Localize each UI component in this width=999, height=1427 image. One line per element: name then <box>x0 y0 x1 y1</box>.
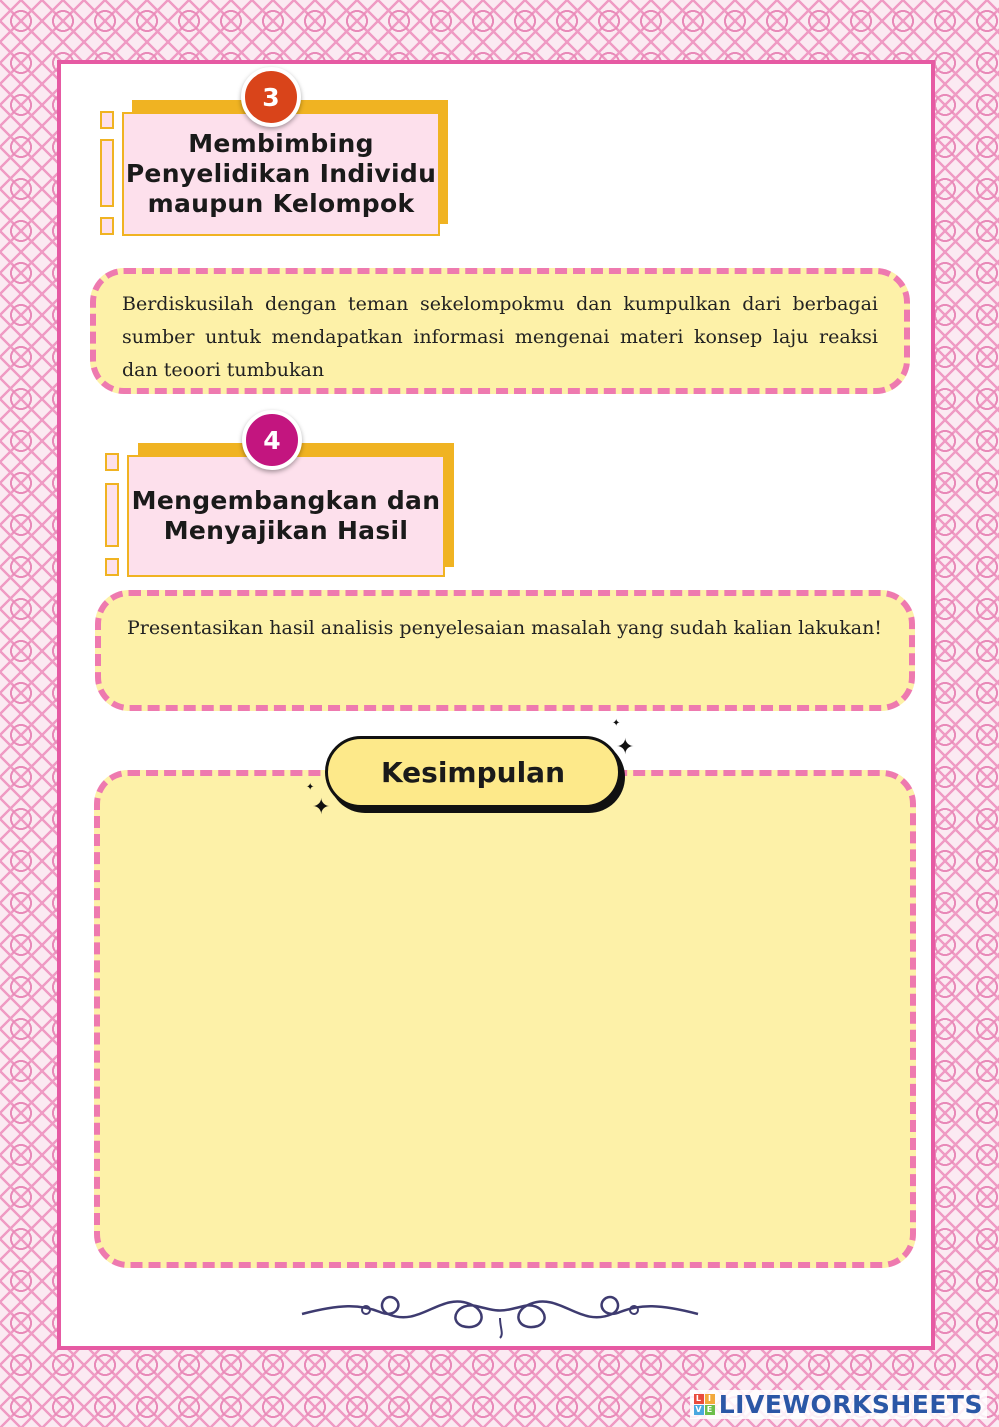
section-3-number: 3 <box>241 67 301 127</box>
section-4-title <box>127 455 445 577</box>
section-4-instruction-box <box>95 590 915 711</box>
liveworksheets-logo <box>690 1390 987 1419</box>
section-3-instruction-box <box>90 268 910 394</box>
sparkle-icon: ✦ <box>312 795 331 820</box>
section-4-title-line2: Menyajikan Hasil <box>163 516 409 545</box>
section-4-number: 4 <box>242 410 302 470</box>
sparkle-icon: ✦ <box>306 782 315 793</box>
sparkle-icon: ✦ <box>612 718 621 729</box>
brand-name: LIVEWORKSHEETS <box>718 1390 983 1419</box>
section-3-instruction: Berdiskusilah dengan teman sekelompokmu dan kumpulkan dari berbagai sumber untuk mendapatkan informasi mengenai materi konsep laju reaksi dan teoori tumbukan <box>122 293 878 381</box>
section-4-title-line1: Mengembangkan dan <box>131 486 441 515</box>
section-3-title-line3: maupun Kelompok <box>147 189 415 218</box>
section-4-instruction: Presentasikan hasil analisis penyelesaian masalah yang sudah kalian lakukan! <box>127 617 882 639</box>
section-3-title-line1: Membimbing <box>188 129 374 158</box>
liveworksheets-logo-icon: L I V E <box>694 1394 715 1415</box>
conclusion-title: Kesimpulan <box>325 736 621 808</box>
section-3-title <box>122 112 440 236</box>
sparkle-icon: ✦ <box>616 735 635 760</box>
conclusion-answer-box[interactable] <box>94 770 916 1268</box>
section-3-title-line2: Penyelidikan Individu <box>125 159 437 188</box>
flourish-divider-icon <box>300 1282 700 1342</box>
